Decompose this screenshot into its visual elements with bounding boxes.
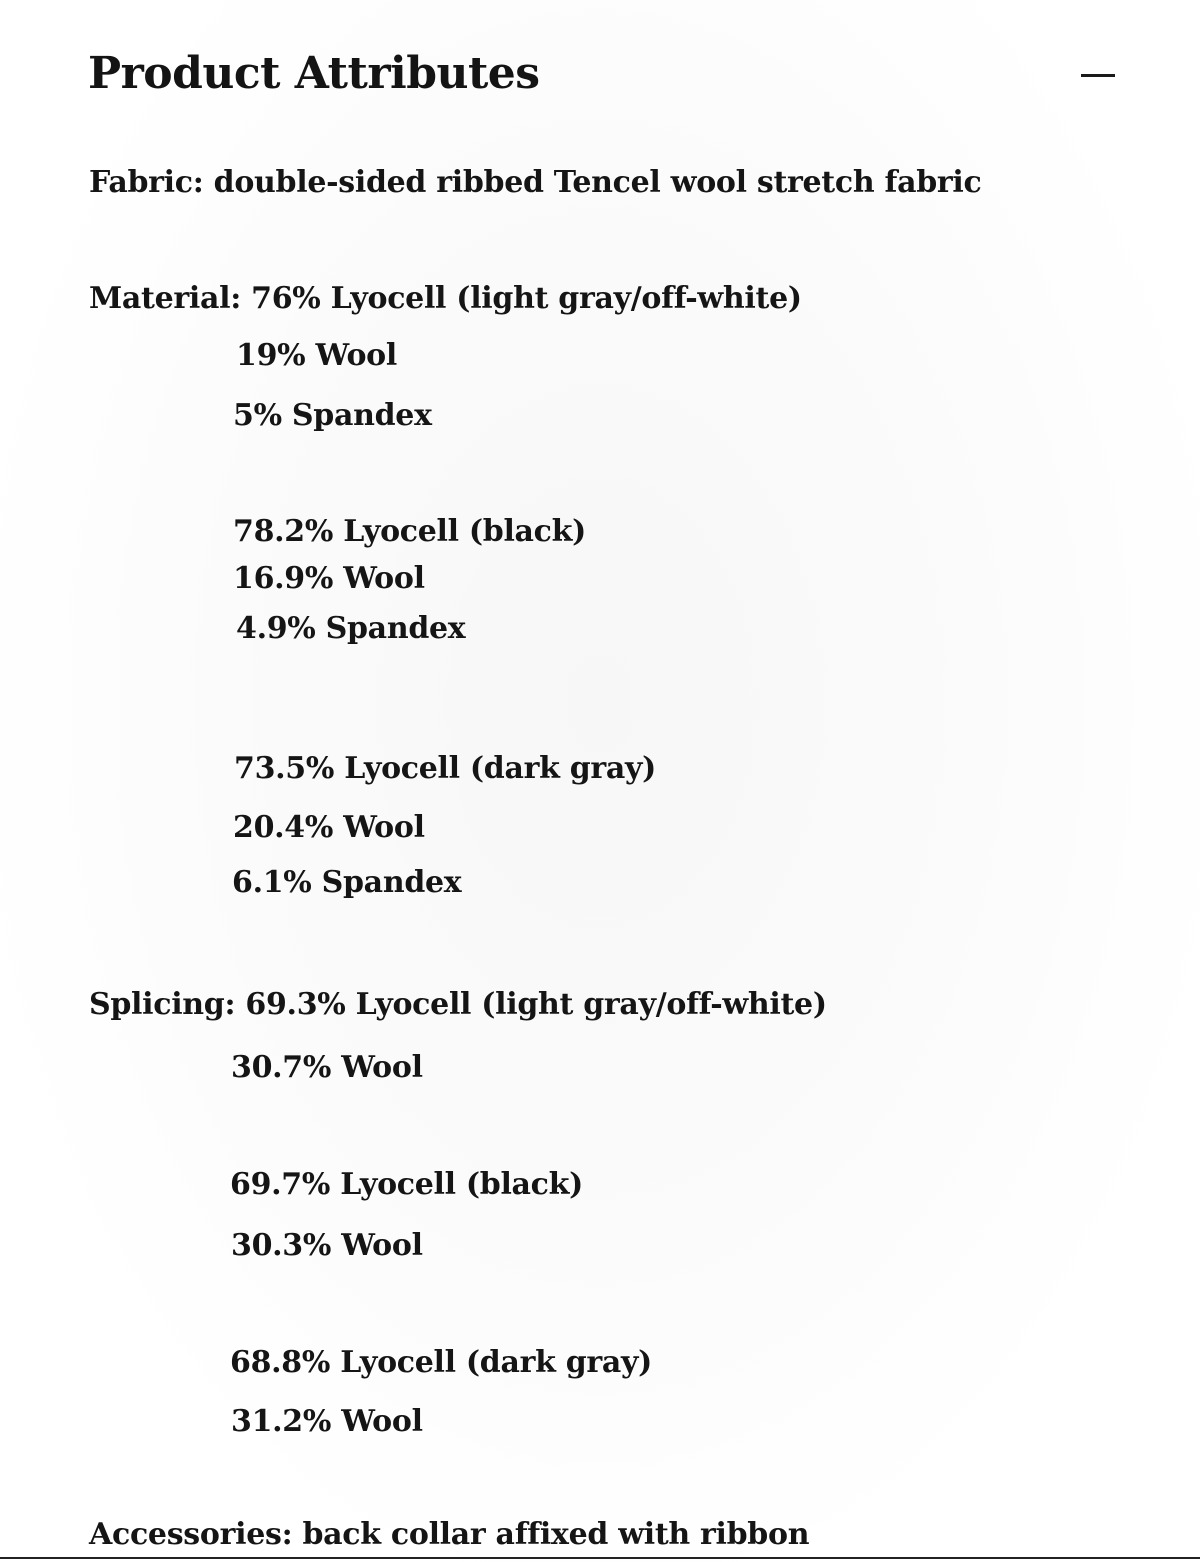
splicing-line: 30.3% Wool bbox=[231, 1228, 423, 1263]
material-attribute-label: Material: 76% Lyocell (light gray/off-white) bbox=[89, 281, 802, 316]
material-line: 16.9% Wool bbox=[233, 561, 425, 596]
material-line: 5% Spandex bbox=[233, 398, 432, 433]
fabric-attribute: Fabric: double-sided ribbed Tencel wool stretch fabric bbox=[89, 165, 982, 200]
section-title: Product Attributes bbox=[88, 48, 540, 99]
splicing-attribute-label: Splicing: 69.3% Lyocell (light gray/off-white) bbox=[89, 987, 827, 1022]
material-line: 73.5% Lyocell (dark gray) bbox=[234, 751, 657, 786]
accessories-attribute: Accessories: back collar affixed with ribbon bbox=[89, 1517, 810, 1552]
splicing-line: 30.7% Wool bbox=[231, 1050, 423, 1085]
divider bbox=[0, 1557, 1200, 1559]
material-line: 20.4% Wool bbox=[233, 810, 425, 845]
material-line: 78.2% Lyocell (black) bbox=[233, 514, 587, 549]
collapse-button[interactable] bbox=[1078, 58, 1118, 94]
splicing-line: 68.8% Lyocell (dark gray) bbox=[230, 1345, 653, 1380]
material-line: 6.1% Spandex bbox=[232, 865, 462, 900]
splicing-line: 69.7% Lyocell (black) bbox=[230, 1167, 584, 1202]
splicing-line: 31.2% Wool bbox=[231, 1404, 423, 1439]
minus-icon bbox=[1081, 74, 1115, 77]
material-line: 19% Wool bbox=[236, 338, 397, 373]
material-line: 4.9% Spandex bbox=[236, 611, 466, 646]
